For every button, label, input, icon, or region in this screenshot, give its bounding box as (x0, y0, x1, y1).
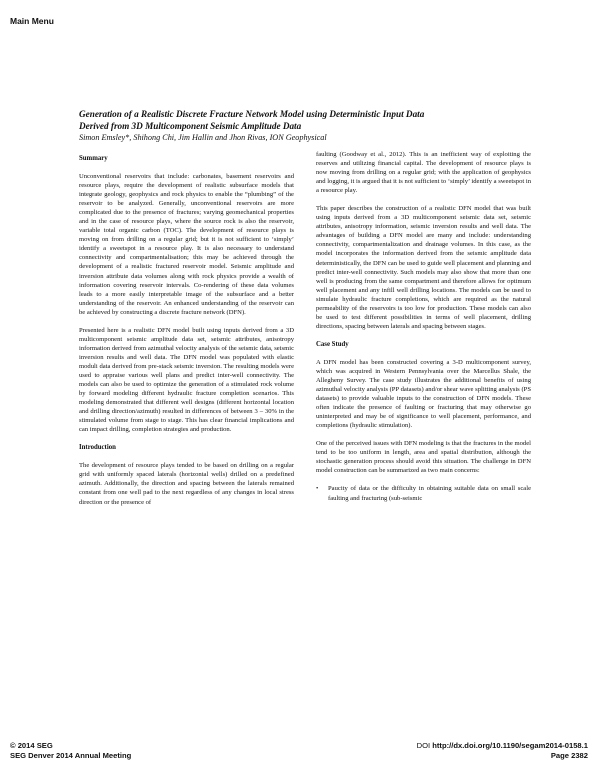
introduction-paragraph-2: This paper describes the construction of a realistic DFN model that was built using inputs derived from a 3D multicomponent seismic data set, seismic attributes, anisotropy information, seismic inversion results and well data. The advantages of building a DFN model are many and include: understanding connectivity, compartmentalization and drainage volumes. In this case, as the model incorporates the information derived from the seismic amplitude data deterministically, the DFN can be used to guide well placement and planning and predict inter-well connectivity. Such models may also show that more than one well is producing from the same compartment and therefore allows for optimum well placement and any infill well drilling locations. The models can be used to simulate hydraulic fracture completions, which are required as the natural permeability of the reservoirs is too low for production. These models can also be used to test different possibilities in terms of well placement, drilling directions, spacing between laterals and spacing between stages. (316, 205, 531, 330)
case-study-paragraph-2: One of the perceived issues with DFN modeling is that the fractures in the model tend to be too uniform in length, area and spatial distribution, although the stochastic generation process should avoid this situation. The challenge in DFN model construction can be summarized as two main concerns: (316, 440, 531, 475)
list-item (316, 484, 531, 502)
right-column (316, 150, 531, 503)
left-column (79, 150, 294, 516)
paper-title (79, 108, 539, 132)
summary-paragraph-2: Presented here is a realistic DFN model built using inputs derived from a 3D multicomponent seismic amplitude data set, seismic attributes, anisotropy information derived from azimuthal velocity analysis of the seismic data, seismic inversion results and well data. The DFN model was populated with elastic moduli data derived from pre-stack seismic inversion. The resulting models were used to appraise various well plans and predict inter-well connectivity. The models can also be used to optimize the generation of a stimulated rock volume by forward modeling different hydraulic fracture completion scenarios. This modeling demonstrated that different well designs (different horizontal location and drilling direction/azimuth) resulted in differences of between 3 – 30% in the stimulated volume from stage to stage. This has clear financial implications and can impact drilling, completion strategies and production. (79, 326, 294, 434)
concerns-list (316, 484, 531, 502)
paper-title-line-2: Derived from 3D Multicomponent Seismic Amplitude Data (79, 121, 302, 131)
footer-left (10, 741, 131, 761)
footer-right (417, 741, 588, 761)
paper-header (79, 108, 539, 143)
summary-heading: Summary (79, 155, 108, 162)
case-study-paragraph-1: A DFN model has been constructed covering a 3-D multicomponent survey, which was acquired in Western Pennsylvania over the Marcellus Shale, the Allegheny Survey. The case study illustrates the additional benefits of using azimuthal velocity analysis (PP datasets) and/or shear wave splitting analysis (PS datasets) to provide valuable inputs to the construction of DFN models. These often indicate the presence of faulting or fracturing that may otherwise go uninterpreted and may be of significance to well placement, performance, and completions (hydraulic stimulation). (316, 358, 531, 430)
bullet-icon: • (316, 485, 319, 493)
introduction-paragraph-1: The development of resource plays tended to be based on drilling on a regular grid with uniformly spaced laterals (horizontal wells) drilled on a predefined azimuth. Additionally, the direction and spacing between the laterals remained constant from one well pad to the next regardless of any changes in local stress direction or the presence of (79, 462, 294, 506)
main-menu-link[interactable]: Main Menu (10, 16, 54, 26)
case-study-heading: Case Study (316, 340, 349, 348)
doi-label: DOI (416, 741, 431, 750)
summary-paragraph-1: Unconventional reservoirs that include: carbonates, basement reservoirs and resource plays, require the development of realistic subsurface models that integrate geology, geophysics and rock physics to enable the “plumbing” of the reservoir to be analyzed. Generally, unconventional reservoirs are more complicated due to the presence of fractures; varying geomechanical properties and in the case of resource plays, where the source rock is also the reservoir, variable total organic carbon (TOC). The development of resource plays is moving on from drilling on a regular grid; but it is not sufficient to ‘simply’ identify a sweetspot in a resource play. It is also necessary to understand connectivity and compartmentalisation; this may be achieved through the development of a realistic fractured reservoir model. Seismic amplitude and inversion attribute data volumes along with rock physics provide a wealth of information covering reservoir intervals. Co-rendering of these data volumes leads to a more easily interpretable image of the subsurface and a better understanding of the reservoir. An enhanced understanding of the reservoir can be achieved by constructing a discrete fracture network (DFN). (79, 173, 294, 316)
introduction-paragraph-1-continued: faulting (Goodway et al., 2012). This is an inefficient way of exploiting the reserves and utilizing financial capital. The development of resource plays is now moving from drilling on a regular grid; with the application of geophysics and logging, it is argued that it is not sufficient to ‘simply’ identify a sweetspot in a resource play. (316, 151, 531, 195)
page-number: Page 2382 (550, 751, 588, 760)
meeting-name: SEG Denver 2014 Annual Meeting (10, 751, 132, 760)
introduction-heading: Introduction (79, 444, 116, 452)
paper-title-line-1: Generation of a Realistic Discrete Fracture Network Model using Deterministic Input Data (79, 109, 425, 119)
doi-link[interactable]: http://dx.doi.org/10.1190/segam2014-0158.1 (432, 741, 588, 750)
copyright-text: © 2014 SEG (10, 741, 53, 750)
list-item-text: Paucity of data or the difficulty in obtaining suitable data on small scale faulting and fracturing (sub-seismic (328, 485, 531, 502)
paper-authors: Simon Emsley*, Shihong Chi, Jim Hallin and Jhon Rivas, ION Geophysical (79, 133, 327, 142)
